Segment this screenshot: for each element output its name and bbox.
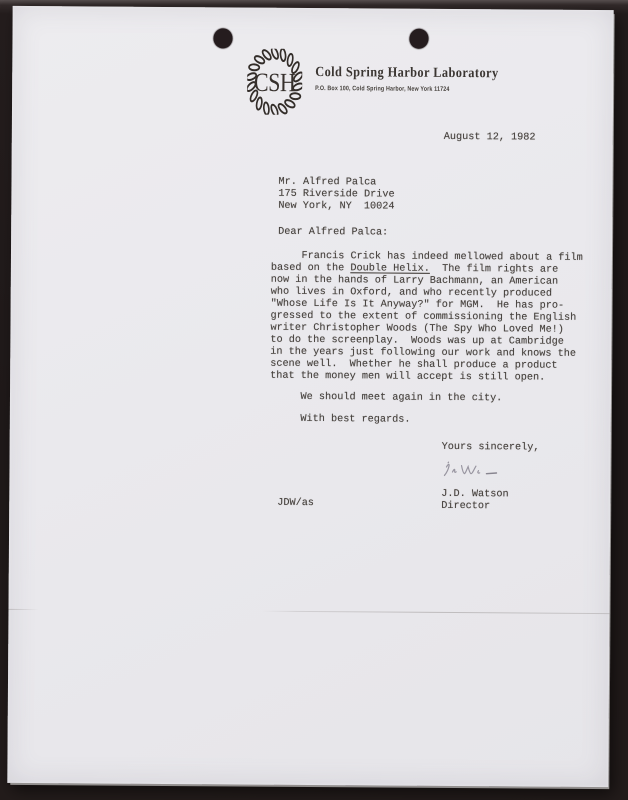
letter-line: now in the hands of Larry Bachmann, an American xyxy=(270,274,559,288)
letter-line: gressed to the extent of commissioning the English xyxy=(270,310,577,324)
letter-line: in the years just following our work and knows the xyxy=(270,346,577,360)
closing-phrase: Yours sincerely, xyxy=(441,441,540,454)
typist-reference: JDW/as xyxy=(277,497,314,510)
recipient-address xyxy=(278,177,395,240)
recipient-line: 175 Riverside Drive xyxy=(278,188,395,201)
logo-monogram: CSH xyxy=(253,68,296,98)
signature-handwriting xyxy=(437,460,509,485)
signer-name: J.D. Watson xyxy=(441,488,509,501)
letter-line: scene well. Whether he shall produce a product xyxy=(270,358,558,372)
letter-line: writer Christopher Woods (The Spy Who Loved Me!) xyxy=(270,322,564,336)
org-name: Cold Spring Harbor Laboratory xyxy=(315,65,499,82)
letter-line: "Whose Life Is It Anyway?" for MGM. He has pro- xyxy=(270,298,565,312)
punch-hole-left xyxy=(213,28,232,48)
punch-hole-right xyxy=(408,27,430,49)
csh-dna-ring-logo xyxy=(247,49,302,115)
recipient-line: Mr. Alfred Palca xyxy=(278,176,377,189)
fold-crease xyxy=(9,609,610,614)
salutation: Dear Alfred Palca: xyxy=(278,226,389,239)
letter-line-segment: based on the xyxy=(270,262,351,275)
paragraph-two: We should meet again in the city. xyxy=(269,391,503,405)
org-address: P.O. Box 100, Cold Spring Harbor, New York 11724 xyxy=(315,85,450,93)
letter-line-segment: The film rights are xyxy=(429,263,559,276)
letter-line: to do the screenplay. Woods was up at Cambridge xyxy=(270,334,564,348)
underlined-book-title: Double Helix. xyxy=(350,263,430,275)
letter-line: who lives in Oxford, and who recently produced xyxy=(270,286,552,300)
signer-title: Director xyxy=(441,500,491,513)
letter-date: August 12, 1982 xyxy=(443,131,536,144)
letter-body xyxy=(270,251,583,428)
letter-line: that the money men will accept is still open. xyxy=(270,370,546,384)
letter-line: Francis Crick has indeed mellowed about a film xyxy=(270,250,583,264)
paragraph-three: With best regards. xyxy=(269,413,411,426)
recipient-line: New York, NY 10024 xyxy=(278,200,395,213)
letter-paper xyxy=(7,6,613,787)
